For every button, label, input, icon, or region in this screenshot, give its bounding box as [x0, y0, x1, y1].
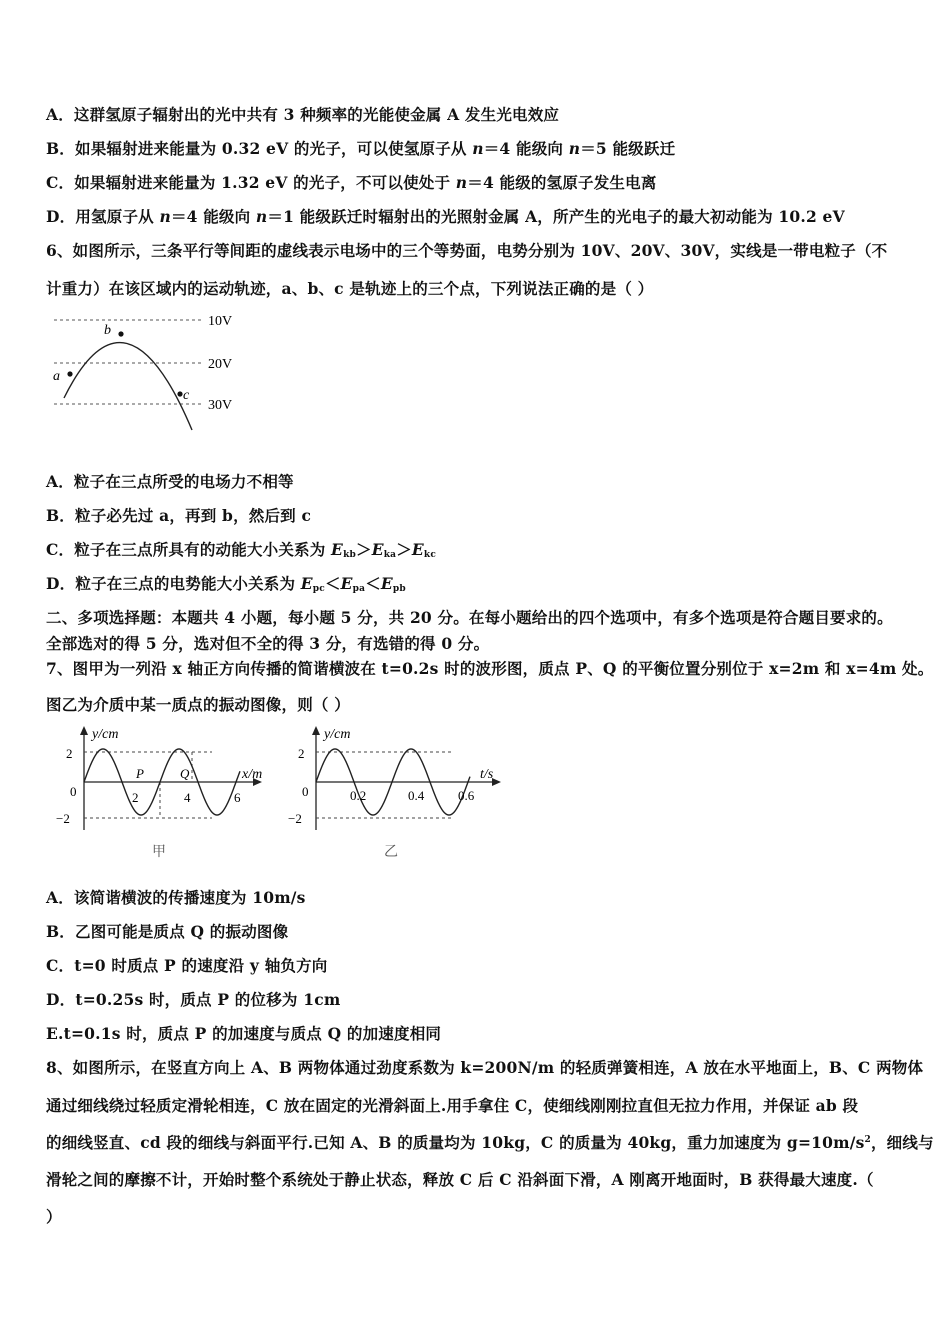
q8-stem-line1: 8、如图所示，在竖直方向上 A、B 两物体通过劲度系数为 k=200N/m 的轻质弹簧相连，A 放在水平地面上，B、C 两物体 — [46, 1058, 924, 1077]
q7-option-c: C．t=0 时质点 P 的速度沿 y 轴负方向 — [46, 956, 328, 975]
section2-header-line1: 二、多项选择题：本题共 4 小题，每小题 5 分，共 20 分。在每小题给出的四个选项中，有多个选项是符合题目要求的。 — [46, 608, 893, 627]
jia-xtick-4: 4 — [184, 790, 191, 805]
q7-stem-line2: 图乙为介质中某一质点的振动图像，则（ ） — [46, 695, 350, 714]
q5-option-c: C．如果辐射进来能量为 1.32 eV 的光子，不可以使处于 n＝4 能级的氢原子发生电离 — [46, 173, 657, 192]
jia-ytick-2: 2 — [66, 746, 73, 761]
yi-xlabel: t/s — [480, 767, 494, 782]
jia-point-q: Q — [180, 766, 190, 781]
point-b — [118, 331, 123, 336]
yi-xtick-02: 0.2 — [350, 788, 367, 803]
jia-point-p: P — [136, 766, 144, 781]
label-10v: 10V — [208, 314, 233, 329]
q7-stem-line1: 7、图甲为一列沿 x 轴正方向传播的简谐横波在 t=0.2s 时的波形图，质点 P、Q 的平衡位置分别位于 x=2m 和 x=4m 处。 — [46, 659, 934, 678]
q6-option-d: D．粒子在三点的电势能大小关系为 $E_{pc}<E_{pa}<E_{pb}$ — [46, 574, 406, 594]
jia-caption: 甲 — [152, 845, 166, 860]
q6-stem-line2: 计重力）在该区域内的运动轨迹，a、b、c 是轨迹上的三个点，下列说法正确的是（ ） — [46, 279, 654, 298]
q5-option-b: B．如果辐射进来能量为 0.32 eV 的光子，可以使氢原子从 n＝4 能级向 n＝5 能级跃迁 — [46, 139, 676, 158]
yi-caption: 乙 — [384, 845, 398, 860]
jia-ytick-neg2: −2 — [56, 811, 70, 826]
q8-stem-line4: 滑轮之间的摩擦不计，开始时整个系统处于静止状态，释放 C 后 C 沿斜面下滑，A 刚离开地面时，B 获得最大速度.（ — [46, 1170, 874, 1189]
point-a — [67, 371, 72, 376]
yi-ytick-0: 0 — [302, 784, 309, 799]
q6-stem-line1: 6、如图所示，三条平行等间距的虚线表示电场中的三个等势面，电势分别为 10V、20V、30V，实线是一带电粒子（不 — [46, 241, 888, 260]
yi-ytick-2: 2 — [298, 746, 305, 761]
q5-option-d: D．用氢原子从 n＝4 能级向 n＝1 能级跃迁时辐射出的光照射金属 A，所产生的光电子的最大初动能为 10.2 eV — [46, 207, 845, 226]
q8-stem-line3: 的细线竖直、cd 段的细线与斜面平行.已知 A、B 的质量均为 10kg，C 的质量为 40kg，重力加速度为 $g=10m/s^2$，细线与 — [46, 1133, 934, 1152]
label-b: b — [104, 323, 111, 338]
jia-xlabel: x/m — [242, 767, 263, 782]
jia-xtick-6: 6 — [234, 790, 241, 805]
point-c — [177, 391, 182, 396]
particle-trajectory — [64, 343, 192, 430]
q7-option-b: B．乙图可能是质点 Q 的振动图像 — [46, 922, 289, 941]
wave-figure-jia — [52, 722, 282, 862]
q8-stem-line2: 通过细线绕过轻质定滑轮相连，C 放在固定的光滑斜面上.用手拿住 C，使细线刚刚拉直但无拉力作用，并保证 ab 段 — [46, 1096, 859, 1115]
jia-ylabel: y/cm — [92, 727, 119, 742]
q8-stem-line5: ） — [46, 1207, 62, 1226]
jia-ytick-0: 0 — [70, 784, 77, 799]
label-a: a — [53, 369, 60, 384]
q7-option-e: E.t=0.1s 时，质点 P 的加速度与质点 Q 的加速度相同 — [46, 1024, 442, 1043]
q6-option-b: B．粒子必先过 a，再到 b，然后到 c — [46, 506, 312, 525]
q7-option-a: A．该简谐横波的传播速度为 10m/s — [46, 888, 306, 907]
yi-ylabel: y/cm — [324, 727, 351, 742]
equipotential-figure — [46, 308, 256, 438]
jia-xtick-2: 2 — [132, 790, 139, 805]
yi-ytick-neg2: −2 — [288, 811, 302, 826]
yi-xtick-04: 0.4 — [408, 788, 425, 803]
q6-option-a: A．粒子在三点所受的电场力不相等 — [46, 472, 294, 491]
label-30v: 30V — [208, 398, 233, 413]
vibration-figure-yi — [284, 722, 514, 862]
q5-option-a: A．这群氢原子辐射出的光中共有 3 种频率的光能使金属 A 发生光电效应 — [46, 105, 560, 124]
yi-xtick-06: 0.6 — [458, 788, 475, 803]
q6-option-c: C．粒子在三点所具有的动能大小关系为 $E_{kb}>E_{ka}>E_{kc}$ — [46, 540, 437, 560]
section2-header-line2: 全部选对的得 5 分，选对但不全的得 3 分，有选错的得 0 分。 — [46, 634, 490, 653]
label-c: c — [183, 388, 190, 403]
label-20v: 20V — [208, 357, 233, 372]
q7-option-d: D．t=0.25s 时，质点 P 的位移为 1cm — [46, 990, 341, 1009]
